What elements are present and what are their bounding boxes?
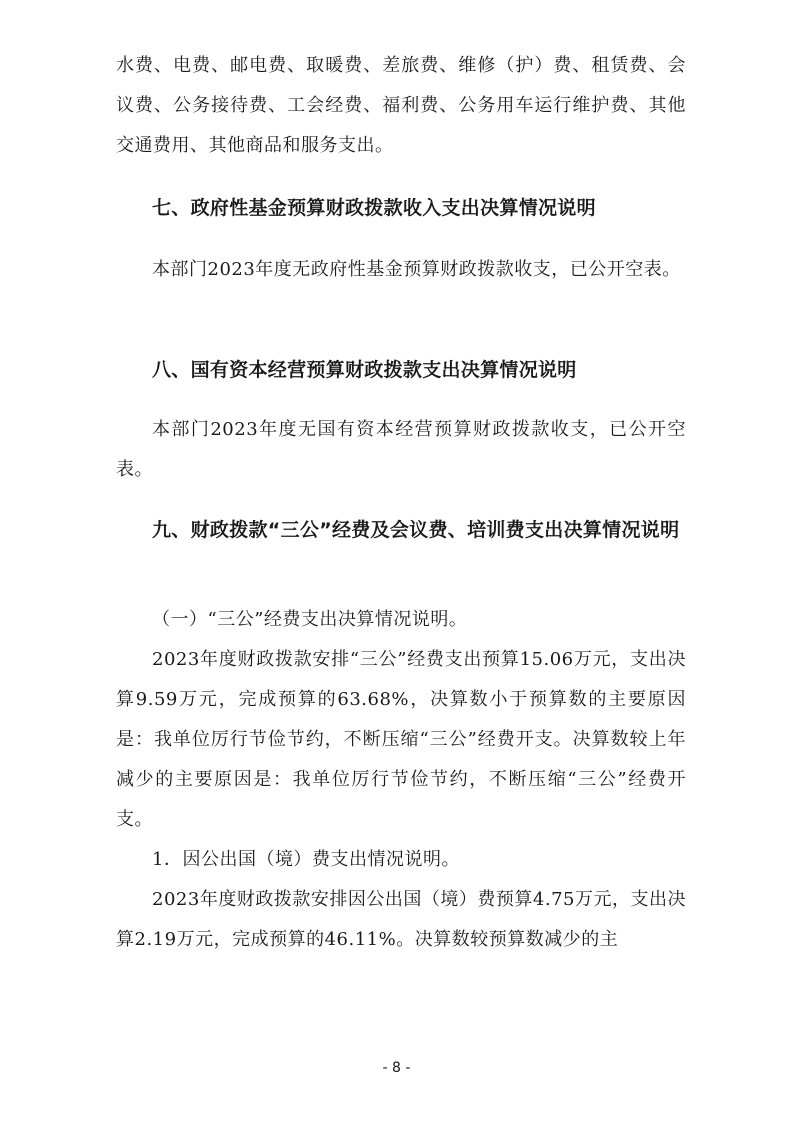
paragraph-expense-list: 水费、电费、邮电费、取暖费、差旅费、维修（护）费、租赁费、会议费、公务接待费、工会经费、福利费、公务用车运行维护费、其他交通费用、其他商品和服务支出。 xyxy=(116,55,686,156)
section-heading-9: 九、财政拨款“三公”经费及会议费、培训费支出决算情况说明 xyxy=(152,519,680,541)
paragraph-section-8: 本部门2023年度无国有资本经营预算财政拨款收支，已公开空表。 xyxy=(116,419,686,480)
subsection-heading-1: （一）“三公”经费支出决算情况说明。 xyxy=(152,609,468,630)
section-heading-8: 八、国有资本经营预算财政拨款支出决算情况说明 xyxy=(152,359,577,381)
paragraph-overseas-travel-expenses: 2023年度财政拨款安排因公出国（境）费预算4.75万元，支出决算2.19万元，完成预算的46.11%。决算数较预算数减少的主 xyxy=(116,889,686,950)
paragraph-section-7: 本部门2023年度无政府性基金预算财政拨款收支，已公开空表。 xyxy=(152,259,681,280)
paragraph-three-public-expenses: 2023年度财政拨款安排“三公”经费支出预算15.06万元，支出决算9.59万元，完成预算的63.68%，决算数小于预算数的主要原因是：我单位厉行节俭节约，不断压缩“三公”经费开支。决算数较上年减少的主要原因是：我单位厉行节俭节约，不断压缩“三公”经费开支。 xyxy=(116,649,686,830)
section-heading-7: 七、政府性基金预算财政拨款收入支出决算情况说明 xyxy=(152,197,596,219)
list-item-1-heading: 1．因公出国（境）费支出情况说明。 xyxy=(152,849,460,870)
page-number: - 8 - xyxy=(382,1060,411,1076)
